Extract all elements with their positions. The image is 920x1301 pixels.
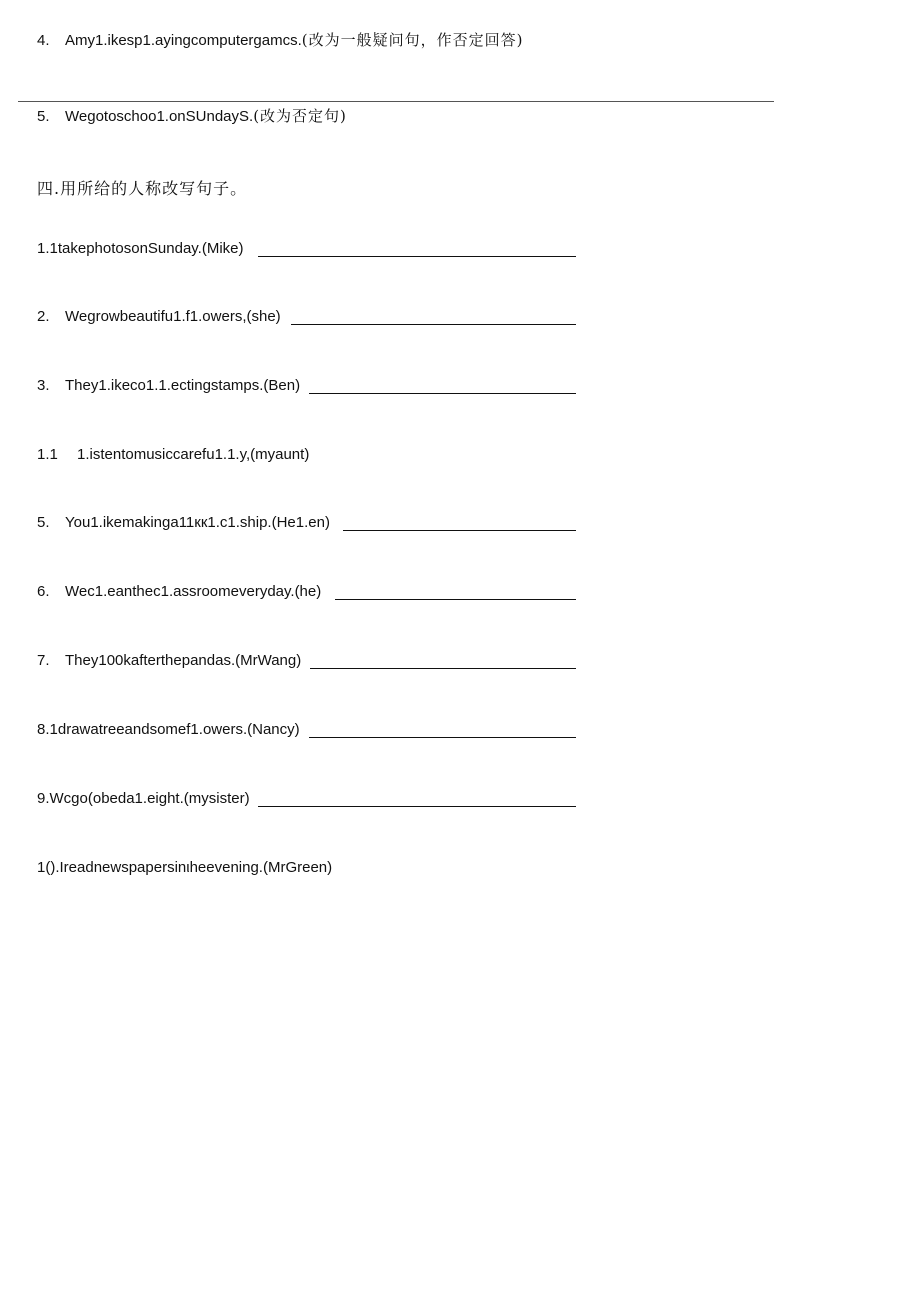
- question-text: You1.ikemakinga11кк1.c1.ship.(He1.en): [65, 514, 330, 531]
- question-instruction: (改为否定句): [253, 107, 347, 125]
- question-number: 3.: [37, 377, 50, 394]
- question-text: 1().Ireadnewspapersinιheevening.(MrGreen): [37, 859, 333, 876]
- question-number: 4.: [37, 32, 50, 49]
- question-4-1: [37, 240, 244, 258]
- question-4-9: [37, 790, 250, 808]
- question-text: Wec1.eanthec1.assroomeveryday.(he): [65, 583, 322, 600]
- question-number: 7.: [37, 652, 50, 669]
- question-number: 6.: [37, 583, 50, 600]
- question-4-8: [37, 721, 300, 739]
- answer-blank: [309, 393, 576, 394]
- question-number: 5.: [37, 514, 50, 531]
- answer-line: [18, 101, 774, 102]
- question-3-4: [37, 31, 524, 50]
- question-number: 5.: [37, 108, 50, 125]
- question-text: 1.istentomusiccarefu1.1.y,(myaunt): [77, 446, 310, 463]
- question-3-5: [37, 107, 347, 126]
- answer-blank: [258, 806, 576, 807]
- answer-blank: [343, 530, 576, 531]
- question-text: 8.1drawatreeandsomef1.owers.(Nancy): [37, 721, 300, 738]
- question-text: 9.Wcgo(obeda1.eight.(mysister): [37, 790, 250, 807]
- question-text: 1.1takephotosonSunday.(Mike): [37, 240, 244, 257]
- question-4-2: [37, 308, 281, 326]
- question-4-6: [37, 583, 321, 601]
- question-4-3: [37, 377, 300, 395]
- question-text: They1.ikeco1.1.ectingstamps.(Ben): [65, 377, 301, 394]
- question-text: Wegotoschoo1.onSUndayS.: [65, 108, 254, 125]
- section-heading: 四.用所给的人称改写句子。: [37, 179, 248, 198]
- question-text: Amy1.ikesp1.ayingcomputergamcs.: [65, 32, 302, 49]
- question-number: 1.1: [37, 446, 58, 463]
- question-text: Wegrowbeautifu1.f1.owers,(she): [65, 308, 281, 325]
- question-number: 2.: [37, 308, 50, 325]
- answer-blank: [335, 599, 576, 600]
- question-text: They100kafterthepandas.(MrWang): [65, 652, 302, 669]
- answer-blank: [309, 737, 576, 738]
- question-4-5: [37, 514, 330, 532]
- answer-blank: [310, 668, 576, 669]
- question-4-7: [37, 652, 301, 670]
- question-4-10: [37, 859, 332, 877]
- answer-blank: [258, 256, 576, 257]
- answer-blank: [291, 324, 576, 325]
- question-instruction: (改为一般疑问句，作否定回答): [301, 31, 524, 49]
- question-4-4: [37, 446, 309, 464]
